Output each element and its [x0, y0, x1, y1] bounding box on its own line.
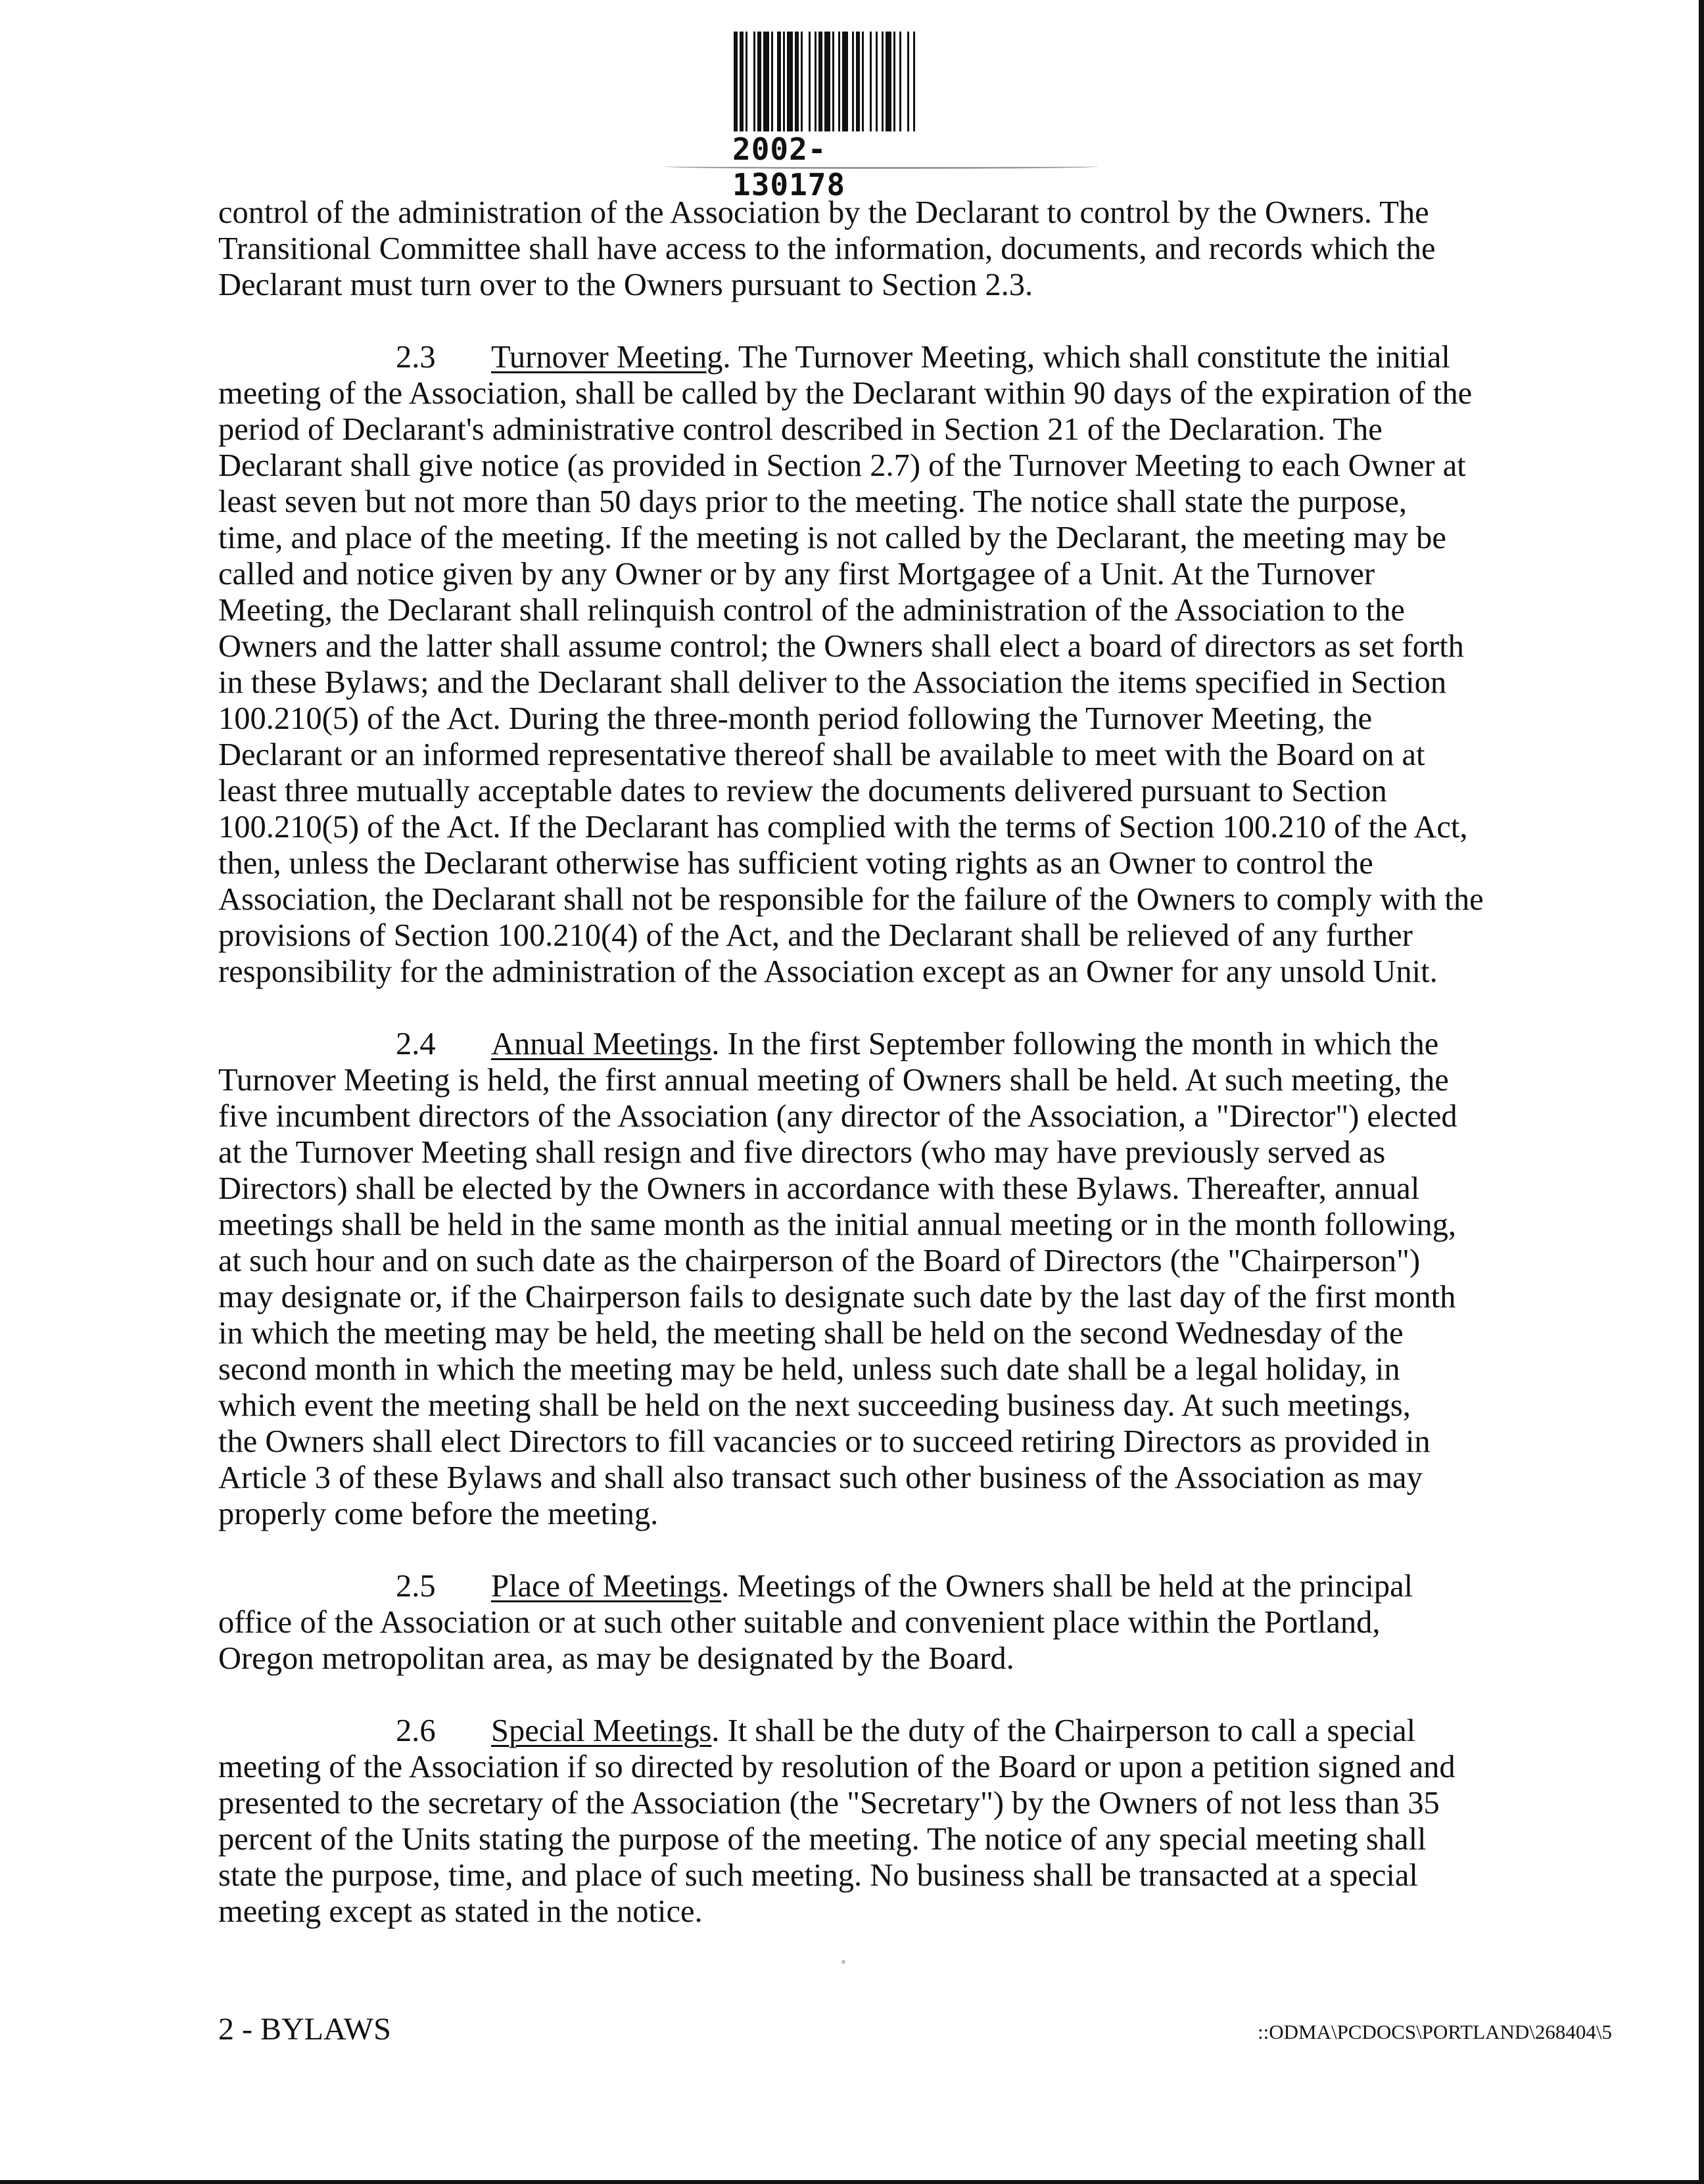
- text-line: state the purpose, time, and place of such meeting. No business shall be transacted at a special: [218, 1858, 1418, 1893]
- text-line: at such hour and on such date as the chairperson of the Board of Directors (the "Chairperson"): [218, 1243, 1421, 1278]
- section-heading: Place of Meetings: [491, 1569, 722, 1604]
- text-line: the Owners shall elect Directors to fill vacancies or to succeed retiring Directors as provided in: [218, 1424, 1431, 1459]
- barcode: [730, 26, 1032, 202]
- text-line: five incumbent directors of the Association (any director of the Association, a "Director") elected: [218, 1099, 1457, 1134]
- text-line: time, and place of the meeting. If the meeting is not called by the Declarant, the meeting may be: [218, 521, 1446, 555]
- text-line: may designate or, if the Chairperson fails to designate such date by the last day of the first month: [218, 1280, 1456, 1314]
- text-line: Oregon metropolitan area, as may be designated by the Board.: [218, 1641, 1014, 1676]
- text-line: in which the meeting may be held, the meeting shall be held on the second Wednesday of the: [218, 1316, 1404, 1351]
- text-line: . Meetings of the Owners shall be held at the principal: [721, 1569, 1413, 1604]
- text-line: period of Declarant's administrative control described in Section 21 of the Declaration. The: [218, 412, 1383, 447]
- text-line: Article 3 of these Bylaws and shall also transact such other business of the Association as may: [218, 1460, 1423, 1495]
- paragraph-continuation: [218, 195, 1533, 303]
- text-line: Declarant shall give notice (as provided in Section 2.7) of the Turnover Meeting to each Owner at: [218, 448, 1466, 483]
- text-line: meeting of the Association if so directed by resolution of the Board or upon a petition signed and: [218, 1750, 1456, 1784]
- text-line: . The Turnover Meeting, which shall constitute the initial: [722, 340, 1450, 375]
- text-line: Meeting, the Declarant shall relinquish control of the administration of the Association to the: [218, 593, 1405, 628]
- section-2-6: [218, 1713, 1533, 1930]
- barcode-icon: [734, 32, 1023, 131]
- barcode-number: 2002-130178: [732, 131, 846, 202]
- text-line: which event the meeting shall be held on the next succeeding business day. At such meetings,: [218, 1388, 1411, 1423]
- text-line: responsibility for the administration of the Association except as an Owner for any unsold Unit.: [218, 954, 1438, 989]
- section-number: 2.3: [396, 340, 436, 375]
- text-line: meeting of the Association, shall be called by the Declarant within 90 days of the expiration of the: [218, 376, 1473, 411]
- text-line: . It shall be the duty of the Chairperson to call a special: [711, 1713, 1416, 1748]
- text-line: provisions of Section 100.210(4) of the Act, and the Declarant shall be relieved of any further: [218, 918, 1413, 953]
- text-line: Directors) shall be elected by the Owners in accordance with these Bylaws. Thereafter, annual: [218, 1171, 1420, 1206]
- section-2-5: [218, 1568, 1533, 1677]
- section-heading: Special Meetings: [491, 1713, 712, 1748]
- text-line: in these Bylaws; and the Declarant shall deliver to the Association the items specified in Section: [218, 665, 1447, 700]
- scan-speck: [841, 1960, 845, 1964]
- section-2-4: [218, 1026, 1533, 1532]
- section-number: 2.5: [396, 1569, 436, 1604]
- text-line: presented to the secretary of the Association (the "Secretary") by the Owners of not less than 35: [218, 1786, 1440, 1821]
- text-line: Declarant must turn over to the Owners pursuant to Section 2.3.: [218, 267, 1033, 302]
- document-body: [218, 195, 1533, 1966]
- text-line: properly come before the meeting.: [218, 1497, 659, 1531]
- text-line: 100.210(5) of the Act. During the three-month period following the Turnover Meeting, the: [218, 701, 1373, 736]
- text-line: Transitional Committee shall have access to the information, documents, and records which the: [218, 231, 1436, 266]
- text-line: least three mutually acceptable dates to review the documents delivered pursuant to Section: [218, 774, 1387, 808]
- section-heading: Turnover Meeting: [491, 340, 723, 375]
- section-2-3: [218, 339, 1533, 990]
- text-line: least seven but not more than 50 days prior to the meeting. The notice shall state the purpose,: [218, 484, 1407, 519]
- text-line: Owners and the latter shall assume control; the Owners shall elect a board of directors as set forth: [218, 629, 1464, 664]
- section-number: 2.6: [396, 1713, 436, 1748]
- section-heading: Annual Meetings: [491, 1027, 712, 1061]
- text-line: then, unless the Declarant otherwise has sufficient voting rights as an Owner to control the: [218, 846, 1373, 881]
- text-line: second month in which the meeting may be held, unless such date shall be a legal holiday, in: [218, 1352, 1400, 1387]
- text-line: office of the Association or at such other suitable and convenient place within the Portland,: [218, 1605, 1381, 1640]
- text-line: 100.210(5) of the Act. If the Declarant has complied with the terms of Section 100.210 of the Act,: [218, 810, 1468, 845]
- scan-border-right: [1699, 0, 1704, 2184]
- footer-page-label: 2 - BYLAWS: [218, 2012, 391, 2047]
- text-line: at the Turnover Meeting shall resign and five directors (who may have previously served as: [218, 1135, 1386, 1170]
- text-line: meeting except as stated in the notice.: [218, 1894, 703, 1929]
- text-line: Turnover Meeting is held, the first annual meeting of Owners shall be held. At such meeting, the: [218, 1063, 1449, 1098]
- scan-border-bottom: [0, 2180, 1704, 2184]
- text-line: percent of the Units stating the purpose of the meeting. The notice of any special meeting shall: [218, 1822, 1427, 1857]
- section-number: 2.4: [396, 1027, 436, 1061]
- text-line: meetings shall be held in the same month as the initial annual meeting or in the month following,: [218, 1207, 1457, 1242]
- text-line: called and notice given by any Owner or by any first Mortgagee of a Unit. At the Turnover: [218, 557, 1375, 592]
- text-line: Declarant or an informed representative thereof shall be available to meet with the Board on at: [218, 737, 1425, 772]
- text-line: . In the first September following the month in which the: [711, 1027, 1439, 1061]
- text-line: Association, the Declarant shall not be responsible for the failure of the Owners to comply with the: [218, 882, 1484, 917]
- barcode-underline: [664, 164, 1098, 169]
- footer-document-path: ::ODMA\PCDOCS\PORTLAND\268404\5: [1258, 2020, 1612, 2043]
- text-line: control of the administration of the Association by the Declarant to control by the Owners. The: [218, 195, 1429, 230]
